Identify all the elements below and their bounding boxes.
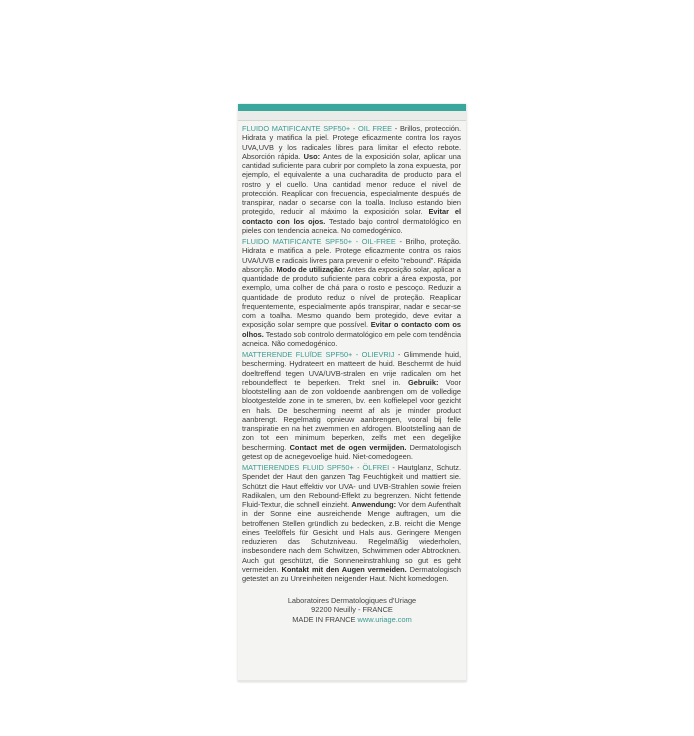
intro-spanish: - Brillos, protección. Hidrata y matifica la piel. Protege eficazmente contra los rayos UVA,UVB y los radicales libres para limitar el efecto rebote. Absorción rápida. (242, 124, 462, 161)
warning-dutch: Contact met de ogen vermijden. (289, 442, 407, 452)
paragraph-spanish (242, 124, 461, 235)
use-label-spanish: Uso: (303, 151, 321, 161)
end-spanish: Testado bajo control dermatológico en pieles con tendencia acneica. No comedogénico. (242, 216, 461, 235)
warning-spanish: Evitar el contacto con los ojos. (242, 207, 461, 226)
paragraph-german (242, 463, 461, 583)
made-in-label: MADE IN FRANCE (292, 614, 356, 624)
intro-german: - Hautglanz, Schutz. Spendet der Haut den ganzen Tag Feuchtigkeit und mattiert sie. Schützt die Haut effektiv vor UVA- und UVB-Strahlen sowie freien Radikalen, um den Rebound-Effekt zu begrenzen. Nicht fettende Fluid-Textur, die schnell einzieht. (242, 463, 461, 509)
box-bottom-edge (238, 680, 466, 682)
end-german: Dermatologisch getestet an zu Unreinheiten neigender Haut. Nicht komedogen. (242, 564, 461, 583)
heading-spanish: FLUIDO MATIFICANTE SPF50+ - OIL FREE (242, 124, 393, 133)
section-portuguese (242, 237, 461, 348)
website-url: www.uriage.com (357, 614, 412, 624)
section-dutch (242, 350, 461, 461)
manufacturer-address: 92200 Neuilly - FRANCE (311, 605, 393, 615)
heading-portuguese: FLUIDO MATIFICANTE SPF50+ - OIL-FREE (242, 237, 396, 246)
use-text-spanish: Antes de la exposición solar, aplicar una cantidad suficiente para cubrir por completo la zona expuesta, por ejemplo, el equivalente a una cucharadita de producto para el rostro y el cuello. Una cantidad menor reduce el nivel de protección. Reaplicar con frecuencia, especialmente después de transpirar, nadar o secarse con la toalla. Incluso estando bien protegido, reducir al máximo la exposición solar. (242, 151, 461, 217)
box-flap-edge (238, 111, 466, 121)
use-text-german: Vor dem Aufenthalt in der Sonne eine ausreichende Menge auftragen, um die betroffenen Stellen gründlich zu bedecken, z.B. reicht die Menge eines Teelöffels für Gesicht und Hals aus. Geringere Mengen reduzieren das Schutzniveau. Regelmäßig wiederholen, insbesondere nach dem Schwitzen, Schwimmen oder Abtrocknen. Auch gut geschützt, die Sonneneinstrahlung so gut es geht vermeiden. (242, 500, 461, 574)
use-text-dutch: Voor blootstelling aan de zon voldoende aanbrengen om de volledige blootgestelde zone in te smeren, bv. een koffielepel voor gezicht en hals. De bescherming neemt af als je minder product aanbrengt. Regelmatig opnieuw aanbrengen, vooral bij felle transpiratie en na het zwemmen en afdrogen. Blootstelling aan de zon tot een minimum beperken, zelfs met een degelijke bescherming. (242, 377, 461, 452)
teal-top-strip (238, 104, 466, 111)
heading-german: MATTIERENDES FLUID SPF50+ - ÖLFREI (242, 463, 390, 472)
end-dutch: Dermatologisch getest op de acnegevoelige huid. Niet-comedogeen. (242, 442, 461, 461)
heading-dutch: MATTERENDE FLUÏDE SPF50+ - OLIEVRIJ (242, 350, 395, 359)
manufacturer-name: Laboratoires Dermatologiques d'Uriage (287, 596, 417, 605)
use-label-dutch: Gebruik: (408, 377, 439, 387)
section-spanish (242, 124, 461, 235)
manufacturer-footer (238, 596, 466, 624)
warning-german: Kontakt mit den Augen vermeiden. (281, 564, 407, 574)
paragraph-dutch (242, 350, 461, 461)
use-label-german: Anwendung: (351, 500, 397, 509)
paragraph-portuguese (242, 237, 461, 348)
intro-dutch: - Glimmende huid, bescherming. Hydrateert en matteert de huid. Beschermt de huid doeltreffend tegen UVA/UVB-stralen en vrije radicalen om het reboundeffect te beperken. Trekt snel in. (242, 350, 462, 387)
use-label-portuguese: Modo de utilização: (276, 264, 346, 274)
label-text-panel (242, 124, 461, 585)
use-text-portuguese: Antes da exposição solar, aplicar a quantidade de produto suficiente para cobrir a área exposta, por exemplo, uma colher de chá para o rosto e pescoço. Reduzir a quantidade de produto reduz o nível de proteção. Reaplicar frequentemente, especialmente após transpirar, nadar e secar-se com a toalha. Mesmo quando bem protegido, deve evitar a exposição solar sempre que possível. (242, 264, 461, 330)
warning-portuguese: Evitar o contacto com os olhos. (242, 320, 461, 339)
end-portuguese: Testado sob controlo dermatológico em pele com tendência acneica. Não comedogénico. (242, 329, 461, 348)
section-german (242, 463, 461, 583)
product-box-panel (238, 104, 466, 682)
origin-and-url (238, 615, 466, 624)
intro-portuguese: - Brilho, proteção. Hidrata e matifica a pele. Protege eficazmente contra os raios UVA/UVB e radicais livres para prevenir o efeito "rebound". Rápida absorção. (242, 237, 461, 274)
